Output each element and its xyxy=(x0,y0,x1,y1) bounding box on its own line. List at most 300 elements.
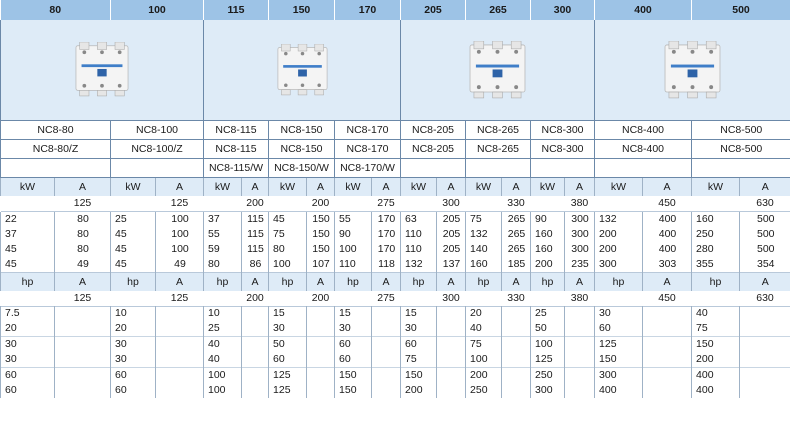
hp-data-cell: 40 xyxy=(204,352,242,368)
contactor-image-large xyxy=(401,20,595,121)
kw-data-cell: 265 xyxy=(502,227,531,242)
hp-data-row xyxy=(1,306,790,321)
kw-data-cell: 160 xyxy=(692,212,740,227)
rated-current-cell: 330 xyxy=(502,291,531,307)
kw-data-cell: 49 xyxy=(55,257,111,273)
rated-current-cell xyxy=(269,196,307,212)
hp-data-cell: 20 xyxy=(111,321,156,337)
hp-empty-cell xyxy=(156,383,204,398)
kw-data-cell: 300 xyxy=(565,227,595,242)
model-name: NC8-300 xyxy=(531,121,595,140)
hp-data-cell: 300 xyxy=(595,368,643,384)
kw-data-cell: 160 xyxy=(466,257,502,273)
kw-data-cell: 355 xyxy=(692,257,740,273)
model-name: NC8-205 xyxy=(401,140,466,159)
amp-header-cell: 400 xyxy=(595,0,692,20)
rated-current-cell xyxy=(692,196,740,212)
amp-header-cell: 205 xyxy=(401,0,466,20)
unit-label: A xyxy=(740,272,790,291)
model-name: NC8-170/W xyxy=(335,159,401,178)
hp-data-cell: 100 xyxy=(204,383,242,398)
hp-data-cell: 30 xyxy=(111,352,156,368)
hp-empty-cell xyxy=(643,368,692,384)
hp-empty-cell xyxy=(437,383,466,398)
unit-label: A xyxy=(372,178,401,197)
contactor-image-small xyxy=(1,20,204,121)
hp-empty-cell xyxy=(643,337,692,353)
hp-data-cell: 60 xyxy=(1,383,55,398)
kw-data-cell: 80 xyxy=(204,257,242,273)
kw-data-cell: 59 xyxy=(204,242,242,257)
kw-data-cell: 107 xyxy=(307,257,335,273)
hp-empty-cell xyxy=(643,383,692,398)
model-name: NC8-300 xyxy=(531,140,595,159)
unit-label: kW xyxy=(401,178,437,197)
rated-current-cell: 330 xyxy=(502,196,531,212)
kw-data-cell: 132 xyxy=(595,212,643,227)
unit-row xyxy=(1,178,790,197)
hp-empty-cell xyxy=(242,337,269,353)
hp-empty-cell xyxy=(156,306,204,321)
unit-label: A xyxy=(643,272,692,291)
hp-empty-cell xyxy=(437,368,466,384)
hp-data-cell: 400 xyxy=(595,383,643,398)
hp-data-cell: 75 xyxy=(466,337,502,353)
kw-data-cell: 80 xyxy=(55,242,111,257)
amp-header-row xyxy=(1,0,790,20)
unit-label: A xyxy=(55,272,111,291)
hp-data-cell: 75 xyxy=(692,321,740,337)
hp-data-cell: 30 xyxy=(111,337,156,353)
unit-label: A xyxy=(502,178,531,197)
amp-header-cell: 80 xyxy=(1,0,111,20)
hp-empty-cell xyxy=(55,306,111,321)
rated-current-cell: 380 xyxy=(565,196,595,212)
kw-data-cell: 49 xyxy=(156,257,204,273)
hp-data-cell: 25 xyxy=(531,306,565,321)
hp-empty-cell xyxy=(740,368,790,384)
model-name: NC8-400 xyxy=(595,121,692,140)
hp-empty-cell xyxy=(55,368,111,384)
hp-data-cell: 15 xyxy=(269,306,307,321)
model-name: NC8-205 xyxy=(401,121,466,140)
kw-data-cell: 265 xyxy=(502,242,531,257)
rated-current-cell: 300 xyxy=(437,291,466,307)
kw-data-cell: 132 xyxy=(401,257,437,273)
model-name xyxy=(466,159,531,178)
unit-label: kW xyxy=(1,178,55,197)
hp-data-cell: 10 xyxy=(204,306,242,321)
rated-current-cell xyxy=(111,196,156,212)
hp-data-cell: 50 xyxy=(269,337,307,353)
unit-label: kW xyxy=(335,178,372,197)
unit-label: hp xyxy=(1,272,55,291)
hp-empty-cell xyxy=(307,383,335,398)
kw-data-cell: 150 xyxy=(307,227,335,242)
model-name xyxy=(401,159,466,178)
contactor-image-xlarge xyxy=(595,20,790,121)
kw-data-cell: 170 xyxy=(372,227,401,242)
kw-data-cell: 45 xyxy=(111,257,156,273)
hp-empty-cell xyxy=(55,383,111,398)
hp-data-cell: 40 xyxy=(692,306,740,321)
hp-data-row xyxy=(1,321,790,337)
product-image-row xyxy=(1,20,790,121)
rated-current-cell xyxy=(111,291,156,307)
kw-data-cell: 100 xyxy=(156,242,204,257)
kw-data-cell: 500 xyxy=(740,242,790,257)
hp-empty-cell xyxy=(502,352,531,368)
hp-data-cell: 200 xyxy=(692,352,740,368)
kw-data-cell: 63 xyxy=(401,212,437,227)
kw-data-cell: 37 xyxy=(1,227,55,242)
kw-data-cell: 265 xyxy=(502,212,531,227)
model-name: NC8-170 xyxy=(335,121,401,140)
model-name: NC8-150 xyxy=(269,140,335,159)
kw-data-cell: 118 xyxy=(372,257,401,273)
rated-current-cell: 125 xyxy=(55,291,111,307)
amp-header-cell: 170 xyxy=(335,0,401,20)
hp-data-cell: 30 xyxy=(1,337,55,353)
model-name xyxy=(531,159,595,178)
unit-label: A xyxy=(242,272,269,291)
hp-data-cell: 60 xyxy=(335,352,372,368)
hp-empty-cell xyxy=(156,337,204,353)
hp-data-cell: 150 xyxy=(335,383,372,398)
hp-empty-cell xyxy=(307,321,335,337)
kw-data-cell: 400 xyxy=(643,242,692,257)
hp-data-cell: 125 xyxy=(269,383,307,398)
rated-current-cell: 125 xyxy=(156,291,204,307)
hp-empty-cell xyxy=(307,337,335,353)
hp-empty-cell xyxy=(502,321,531,337)
hp-data-cell: 125 xyxy=(531,352,565,368)
kw-data-cell: 205 xyxy=(437,212,466,227)
kw-data-cell: 45 xyxy=(111,242,156,257)
hp-data-cell: 20 xyxy=(1,321,55,337)
kw-data-cell: 80 xyxy=(269,242,307,257)
kw-data-cell: 300 xyxy=(565,242,595,257)
hp-data-cell: 75 xyxy=(401,352,437,368)
amp-header-cell: 500 xyxy=(692,0,790,20)
rated-current-cell: 275 xyxy=(372,291,401,307)
hp-empty-cell xyxy=(156,368,204,384)
hp-data-cell: 200 xyxy=(401,383,437,398)
kw-data-cell: 280 xyxy=(692,242,740,257)
rated-current-cell: 450 xyxy=(643,196,692,212)
model-name: NC8-150 xyxy=(269,121,335,140)
kw-data-cell: 37 xyxy=(204,212,242,227)
rated-current-cell xyxy=(1,291,55,307)
kw-data-cell: 160 xyxy=(531,227,565,242)
kw-data-cell: 250 xyxy=(692,227,740,242)
unit-label: hp xyxy=(269,272,307,291)
hp-data-cell: 50 xyxy=(531,321,565,337)
hp-empty-cell xyxy=(242,321,269,337)
unit-label: hp xyxy=(204,272,242,291)
rated-current-cell xyxy=(466,196,502,212)
kw-data-cell: 300 xyxy=(565,212,595,227)
hp-empty-cell xyxy=(437,337,466,353)
kw-data-cell: 170 xyxy=(372,242,401,257)
hp-data-cell: 60 xyxy=(335,337,372,353)
hp-data-cell: 250 xyxy=(466,383,502,398)
hp-empty-cell xyxy=(740,321,790,337)
unit-label: kW xyxy=(466,178,502,197)
amp-header-cell: 115 xyxy=(204,0,269,20)
kw-data-cell: 110 xyxy=(335,257,372,273)
unit-label: hp xyxy=(595,272,643,291)
hp-data-cell: 100 xyxy=(466,352,502,368)
hp-data-cell: 30 xyxy=(269,321,307,337)
rated-current-cell xyxy=(204,291,242,307)
hp-empty-cell xyxy=(740,383,790,398)
kw-data-cell: 235 xyxy=(565,257,595,273)
model-name: NC8-500 xyxy=(692,121,790,140)
model-row xyxy=(1,159,790,178)
amp-header-cell: 265 xyxy=(466,0,531,20)
unit-label: A xyxy=(437,272,466,291)
rated-current-row xyxy=(1,291,790,307)
model-name: NC8-500 xyxy=(692,140,790,159)
unit-label: kW xyxy=(204,178,242,197)
hp-empty-cell xyxy=(55,321,111,337)
kw-data-cell: 45 xyxy=(111,227,156,242)
rated-current-cell: 200 xyxy=(242,291,269,307)
kw-data-row xyxy=(1,212,790,227)
hp-empty-cell xyxy=(372,383,401,398)
model-name: NC8-100/Z xyxy=(111,140,204,159)
unit-label: kW xyxy=(111,178,156,197)
model-name: NC8-115 xyxy=(204,140,269,159)
unit-label: hp xyxy=(466,272,502,291)
rated-current-cell xyxy=(269,291,307,307)
hp-empty-cell xyxy=(502,337,531,353)
hp-data-cell: 60 xyxy=(401,337,437,353)
model-name: NC8-115 xyxy=(204,121,269,140)
kw-data-cell: 90 xyxy=(531,212,565,227)
hp-empty-cell xyxy=(502,306,531,321)
rated-current-cell xyxy=(335,291,372,307)
unit-label: hp xyxy=(531,272,565,291)
hp-data-cell: 100 xyxy=(204,368,242,384)
hp-data-row xyxy=(1,383,790,398)
hp-empty-cell xyxy=(502,383,531,398)
hp-empty-cell xyxy=(372,368,401,384)
unit-label: A xyxy=(502,272,531,291)
model-name: NC8-265 xyxy=(466,121,531,140)
hp-empty-cell xyxy=(437,306,466,321)
kw-data-cell: 100 xyxy=(335,242,372,257)
hp-data-cell: 300 xyxy=(531,383,565,398)
unit-label: kW xyxy=(595,178,643,197)
hp-empty-cell xyxy=(55,352,111,368)
hp-data-cell: 150 xyxy=(401,368,437,384)
hp-data-cell: 60 xyxy=(269,352,307,368)
hp-data-cell: 60 xyxy=(1,368,55,384)
model-name: NC8-100 xyxy=(111,121,204,140)
hp-empty-cell xyxy=(565,337,595,353)
hp-data-cell: 200 xyxy=(466,368,502,384)
kw-data-cell: 205 xyxy=(437,227,466,242)
model-name xyxy=(111,159,204,178)
hp-data-row xyxy=(1,368,790,384)
unit-label: kW xyxy=(692,178,740,197)
model-name xyxy=(1,159,111,178)
unit-label: A xyxy=(307,178,335,197)
rated-current-cell xyxy=(204,196,242,212)
rated-current-cell: 630 xyxy=(740,196,790,212)
hp-data-cell: 30 xyxy=(401,321,437,337)
model-name xyxy=(595,159,692,178)
rated-current-cell xyxy=(335,196,372,212)
hp-empty-cell xyxy=(307,368,335,384)
rated-current-cell xyxy=(1,196,55,212)
rated-current-cell: 125 xyxy=(156,196,204,212)
hp-data-cell: 30 xyxy=(1,352,55,368)
unit-label: A xyxy=(55,178,111,197)
kw-data-cell: 500 xyxy=(740,212,790,227)
kw-data-cell: 137 xyxy=(437,257,466,273)
hp-empty-cell xyxy=(565,368,595,384)
hp-empty-cell xyxy=(242,352,269,368)
hp-data-cell: 7.5 xyxy=(1,306,55,321)
hp-empty-cell xyxy=(242,368,269,384)
kw-data-cell: 100 xyxy=(156,227,204,242)
model-name xyxy=(692,159,790,178)
contactor-image-medium xyxy=(204,20,401,121)
rated-current-cell xyxy=(531,196,565,212)
hp-empty-cell xyxy=(565,383,595,398)
model-name: NC8-80/Z xyxy=(1,140,111,159)
unit-label: A xyxy=(156,178,204,197)
rated-current-cell xyxy=(531,291,565,307)
model-name: NC8-400 xyxy=(595,140,692,159)
hp-empty-cell xyxy=(156,321,204,337)
model-row xyxy=(1,140,790,159)
unit-label: A xyxy=(643,178,692,197)
model-name: NC8-150/W xyxy=(269,159,335,178)
hp-data-cell: 20 xyxy=(466,306,502,321)
hp-data-cell: 30 xyxy=(595,306,643,321)
rated-current-cell: 630 xyxy=(740,291,790,307)
kw-data-cell: 132 xyxy=(466,227,502,242)
kw-data-cell: 25 xyxy=(111,212,156,227)
kw-data-cell: 200 xyxy=(531,257,565,273)
hp-empty-cell xyxy=(55,337,111,353)
rated-current-cell xyxy=(692,291,740,307)
kw-data-cell: 200 xyxy=(595,242,643,257)
hp-empty-cell xyxy=(740,352,790,368)
hp-empty-cell xyxy=(437,321,466,337)
hp-empty-cell xyxy=(437,352,466,368)
hp-empty-cell xyxy=(740,306,790,321)
kw-data-cell: 115 xyxy=(242,242,269,257)
hp-empty-cell xyxy=(242,383,269,398)
kw-data-cell: 354 xyxy=(740,257,790,273)
hp-empty-cell xyxy=(242,306,269,321)
rated-current-row xyxy=(1,196,790,212)
kw-data-cell: 75 xyxy=(269,227,307,242)
unit-label: A xyxy=(372,272,401,291)
hp-empty-cell xyxy=(307,306,335,321)
hp-data-cell: 60 xyxy=(595,321,643,337)
kw-data-cell: 185 xyxy=(502,257,531,273)
kw-data-cell: 110 xyxy=(401,227,437,242)
unit-label: hp xyxy=(692,272,740,291)
hp-empty-cell xyxy=(372,352,401,368)
unit-row xyxy=(1,272,790,291)
unit-label: A xyxy=(437,178,466,197)
unit-label: A xyxy=(156,272,204,291)
kw-data-cell: 100 xyxy=(269,257,307,273)
hp-empty-cell xyxy=(372,337,401,353)
hp-empty-cell xyxy=(372,306,401,321)
rated-current-cell: 125 xyxy=(55,196,111,212)
hp-data-cell: 400 xyxy=(692,368,740,384)
kw-data-cell: 160 xyxy=(531,242,565,257)
rated-current-cell: 275 xyxy=(372,196,401,212)
kw-data-cell: 45 xyxy=(1,257,55,273)
unit-label: hp xyxy=(335,272,372,291)
rated-current-cell xyxy=(401,196,437,212)
model-row xyxy=(1,121,790,140)
rated-current-cell: 380 xyxy=(565,291,595,307)
hp-data-cell: 150 xyxy=(692,337,740,353)
hp-empty-cell xyxy=(307,352,335,368)
hp-data-cell: 60 xyxy=(111,368,156,384)
unit-label: hp xyxy=(401,272,437,291)
kw-data-cell: 150 xyxy=(307,212,335,227)
kw-data-cell: 150 xyxy=(307,242,335,257)
hp-empty-cell xyxy=(156,352,204,368)
kw-data-cell: 80 xyxy=(55,227,111,242)
rated-current-cell: 200 xyxy=(307,196,335,212)
hp-empty-cell xyxy=(565,306,595,321)
kw-data-cell: 205 xyxy=(437,242,466,257)
kw-data-row xyxy=(1,257,790,273)
kw-data-cell: 400 xyxy=(643,227,692,242)
hp-data-cell: 40 xyxy=(204,337,242,353)
unit-label: A xyxy=(565,178,595,197)
rated-current-cell: 450 xyxy=(643,291,692,307)
hp-data-cell: 30 xyxy=(335,321,372,337)
hp-empty-cell xyxy=(740,337,790,353)
hp-data-cell: 125 xyxy=(269,368,307,384)
hp-empty-cell xyxy=(643,321,692,337)
unit-label: A xyxy=(740,178,790,197)
kw-data-cell: 303 xyxy=(643,257,692,273)
hp-empty-cell xyxy=(565,352,595,368)
unit-label: A xyxy=(242,178,269,197)
hp-data-cell: 15 xyxy=(335,306,372,321)
model-name: NC8-115/W xyxy=(204,159,269,178)
kw-data-cell: 500 xyxy=(740,227,790,242)
unit-label: kW xyxy=(269,178,307,197)
kw-data-cell: 200 xyxy=(595,227,643,242)
hp-data-cell: 40 xyxy=(466,321,502,337)
kw-data-cell: 170 xyxy=(372,212,401,227)
hp-data-cell: 150 xyxy=(335,368,372,384)
kw-data-cell: 115 xyxy=(242,212,269,227)
unit-label: A xyxy=(307,272,335,291)
hp-data-cell: 125 xyxy=(595,337,643,353)
kw-data-cell: 75 xyxy=(466,212,502,227)
hp-data-cell: 10 xyxy=(111,306,156,321)
hp-data-cell: 60 xyxy=(111,383,156,398)
unit-label: A xyxy=(565,272,595,291)
hp-empty-cell xyxy=(502,368,531,384)
